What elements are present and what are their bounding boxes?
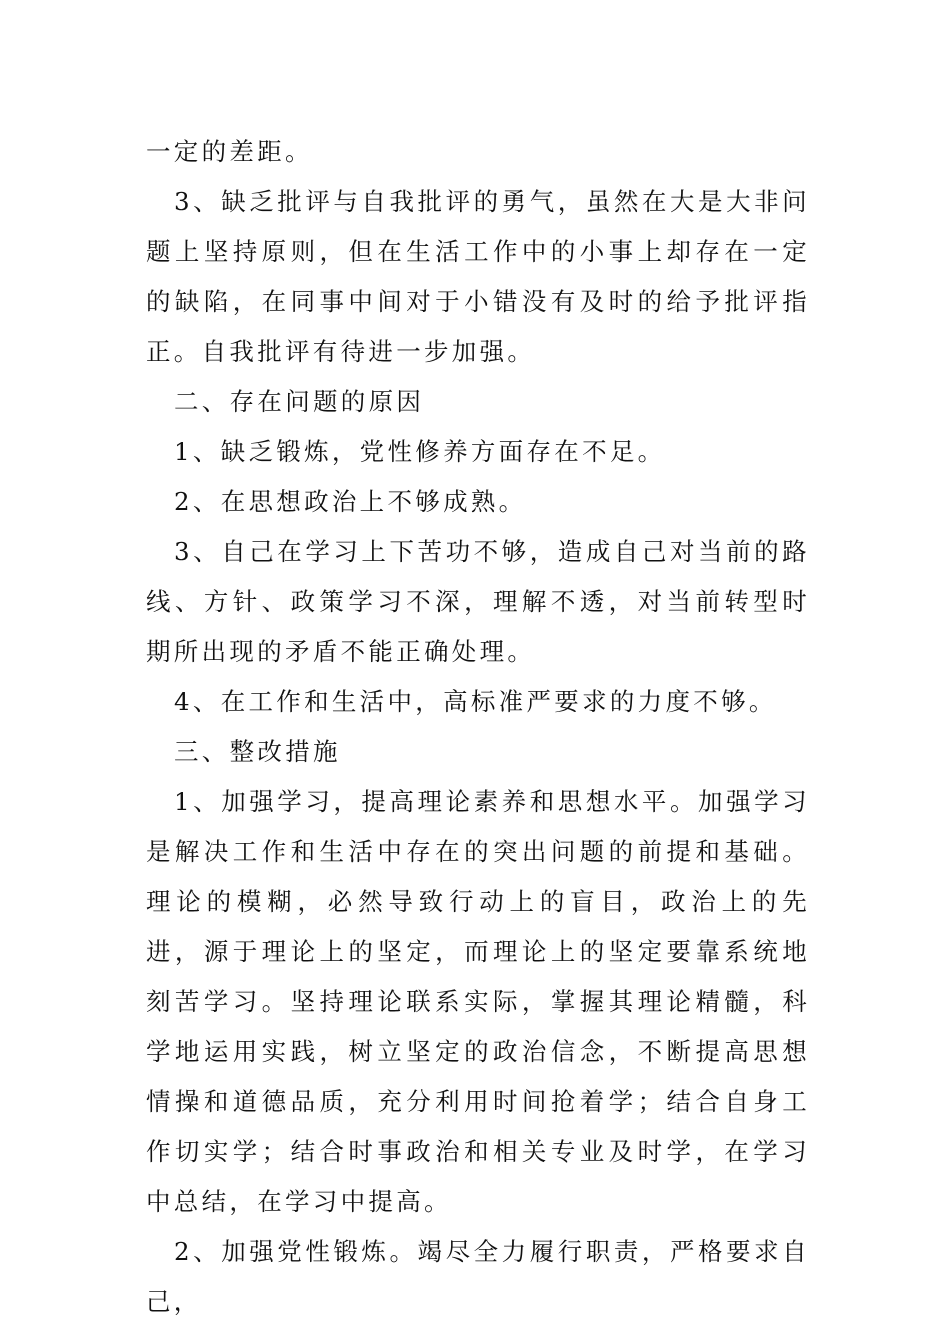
section-heading-measures: 三、整改措施 <box>174 737 341 766</box>
paragraph-continuation: 一定的差距。 <box>146 137 313 166</box>
document-body <box>146 127 810 1327</box>
section-heading-causes: 二、存在问题的原因 <box>174 387 425 416</box>
paragraph-cause-1: 1、缺乏锻炼，党性修养方面存在不足。 <box>174 437 666 466</box>
paragraph-criticism-courage: 3、缺乏批评与自我批评的勇气，虽然在大是大非问题上坚持原则，但在生活工作中的小事上却存在一定的缺陷，在同事中间对于小错没有及时的给予批评指正。自我批评有待进一步加强。 <box>146 187 810 366</box>
paragraph-measure-1: 1、加强学习，提高理论素养和思想水平。加强学习是解决工作和生活中存在的突出问题的前提和基础。理论的模糊，必然导致行动上的盲目，政治上的先进，源于理论上的坚定，而理论上的坚定要靠系统地刻苦学习。坚持理论联系实际，掌握其理论精髓，科学地运用实践，树立坚定的政治信念，不断提高思想情操和道德品质，充分利用时间抢着学；结合自身工作切实学；结合时事政治和相关专业及时学，在学习中总结，在学习中提高。 <box>146 787 810 1216</box>
paragraph-cause-3: 3、自己在学习上下苦功不够，造成自己对当前的路线、方针、政策学习不深，理解不透，对当前转型时期所出现的矛盾不能正确处理。 <box>146 537 810 666</box>
paragraph-cause-2: 2、在思想政治上不够成熟。 <box>174 487 527 516</box>
paragraph-cause-4: 4、在工作和生活中，高标准严要求的力度不够。 <box>174 687 777 716</box>
paragraph-measure-2: 2、加强党性锻炼。竭尽全力履行职责，严格要求自己， <box>146 1237 810 1316</box>
